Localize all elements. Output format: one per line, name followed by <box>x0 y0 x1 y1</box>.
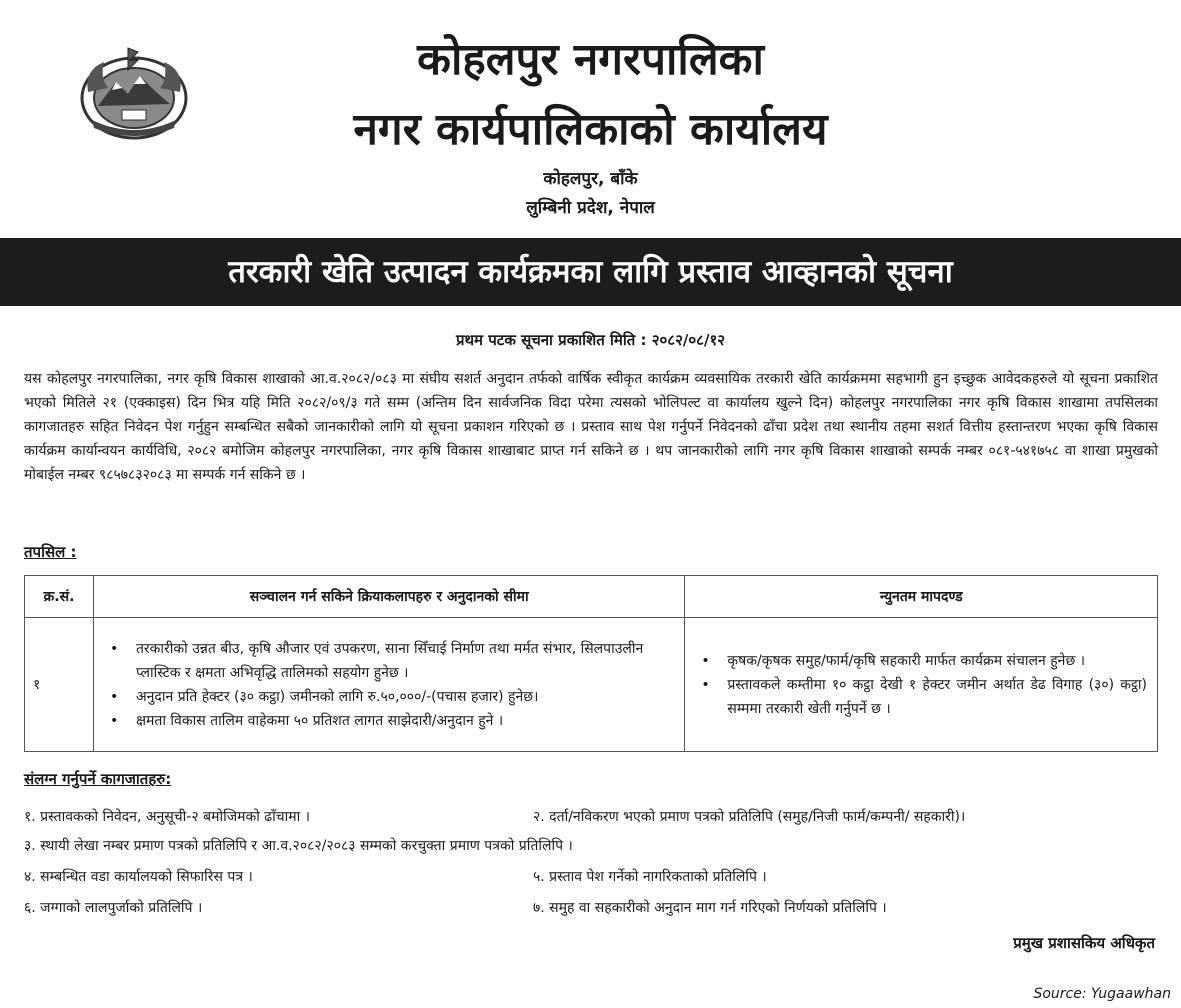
column-header-criteria: न्युनतम मापदण्ड <box>685 576 1158 618</box>
attachment-item: ७. समुह वा सहकारीको अनुदान माग गर्न गरिएको निर्णयको प्रतिलिपि । <box>533 900 887 916</box>
list-item: • क्षमता विकास तालिम वाहेकमा ५० प्रतिशत लागत साझेदारी/अनुदान हुने । <box>104 709 674 733</box>
activities-list <box>94 631 684 739</box>
attachment-item: ६. जग्गाको लालपुर्जाको प्रतिलिपि । <box>24 900 203 916</box>
table-row <box>25 618 1158 752</box>
row-serial-number: १ <box>25 618 94 752</box>
column-header-activities: सञ्चालन गर्न सकिने क्रियाकलापहरु र अनुदानको सीमा <box>93 576 684 618</box>
address-province: लुम्बिनी प्रदेश, नेपाल <box>526 198 655 218</box>
office-title: नगर कार्यपालिकाको कार्यालय <box>353 104 828 155</box>
signatory-designation: प्रमुख प्रशासकिय अधिकृत <box>1013 934 1155 952</box>
attachment-item: ४. सम्बन्धित वडा कार्यालयको सिफारिस पत्र । <box>24 869 253 885</box>
criteria-cell <box>685 618 1158 752</box>
address-city: कोहलपुर, बाँके <box>543 169 638 189</box>
attachment-item: २. दर्ता/नविकरण भएको प्रमाण पत्रको प्रतिलिपि (समुह/निजी फार्म/कम्पनी/ सहकारी)। <box>533 809 966 825</box>
source-credit: Source: Yugaawhan <box>1033 986 1171 1002</box>
publish-date: प्रथम पटक सूचना प्रकाशित मिति : २०८२/०८/१२ <box>455 331 726 349</box>
attachment-item: ३. स्थायी लेखा नम्बर प्रमाण पत्रको प्रतिलिपि र आ.व.२०८२/२०८३ सम्मको करचुक्ता प्रमाण पत्रको प्रतिलिपि । <box>24 838 573 854</box>
details-table <box>24 575 1158 752</box>
criteria-list <box>685 643 1157 727</box>
attachment-item: १. प्रस्तावकको निवेदन, अनुसूची-२ बमोजिमको ढाँचामा । <box>24 809 311 825</box>
list-item: • अनुदान प्रति हेक्टर (३० कट्ठा) जमीनको लागि रु.५०,०००/-(पचास हजार) हुनेछ। <box>104 685 674 709</box>
notice-title: तरकारी खेति उत्पादन कार्यक्रमका लागि प्रस्ताव आव्हानको सूचना <box>228 254 953 290</box>
attachments-label: संलग्न गर्नुपर्ने कागजातहरु: <box>24 770 172 788</box>
column-header-sn: क्र.सं. <box>25 576 94 618</box>
activities-cell <box>93 618 684 752</box>
notice-banner <box>0 238 1181 306</box>
list-item: • कृषक/कृषक समुह/फार्म/कृषि सहकारी मार्फत कार्यक्रम संचालन हुनेछ । <box>695 649 1147 673</box>
notice-body: यस कोहलपुर नगरपालिका, नगर कृषि विकास शाखाको आ.व.२०८२/०८३ मा संघीय सशर्त अनुदान तर्फको वार्षिक स्वीकृत कार्यक्रम व्यवसायिक तरकारी खेति कार्यक्रममा सहभागी हुन इच्छुक आवेदकहरुले यो सूचना प्रकाशित भएको मितिले २१ (एक्काइस) दिन भित्र यहि मिति २०८२/०९/३ गते सम्म (अन्तिम दिन सार्वजनिक विदा परेमा त्यसको भोलिपल्ट वा कार्यालय खुल्ने दिन) कोहलपुर नगरपालिका नगर कृषि विकास शाखामा तपसिलका कागजातहरु सहित निवेदन पेश गर्नुहुन सम्बन्धित सबैको जानकारीको लागि यो सूचना प्रकाशन गरिएको छ । प्रस्ताव साथ पेश गर्नुपर्ने निवेदनको ढाँचा प्रदेश तथा स्थानीय तहमा सशर्त वित्तीय हस्तान्तरण भएका कृषि विकास कार्यक्रम कार्यान्वयन कार्यविधि, २०८२ बमोजिम कोहलपुर नगरपालिका, नगर कृषि विकास शाखाबाट प्राप्त गर्न सकिने छ । थप जानकारीको लागि नगर कृषि विकास शाखाको सम्पर्क नम्बर ०८१-५४१७५८ वा शाखा प्रमुखको मोबाईल नम्बर ९८५७८३२०८३ मा सम्पर्क गर्न सकिने छ । <box>24 371 1158 483</box>
details-label: तपसिल : <box>24 543 77 561</box>
municipality-title: कोहलपुर नगरपालिका <box>417 34 764 85</box>
list-item: • तरकारीको उन्नत बीउ, कृषि औजार एवं उपकरण, साना सिँचाई निर्माण तथा मर्मत संभार, सिलपाउलीन प्लास्टिक र क्षमता अभिवृद्धि तालिमको सहयोग हुनेछ । <box>104 637 674 685</box>
table-header-row <box>25 576 1158 618</box>
list-item: • प्रस्तावकले कम्तीमा १० कट्ठा देखी १ हेक्टर जमीन अर्थात डेढ विगाह (३०) कट्ठा) सम्ममा तरकारी खेती गर्नुपर्ने छ । <box>695 673 1147 721</box>
attachment-item: ५. प्रस्ताव पेश गर्नेको नागरिकताको प्रतिलिपि । <box>533 869 767 885</box>
